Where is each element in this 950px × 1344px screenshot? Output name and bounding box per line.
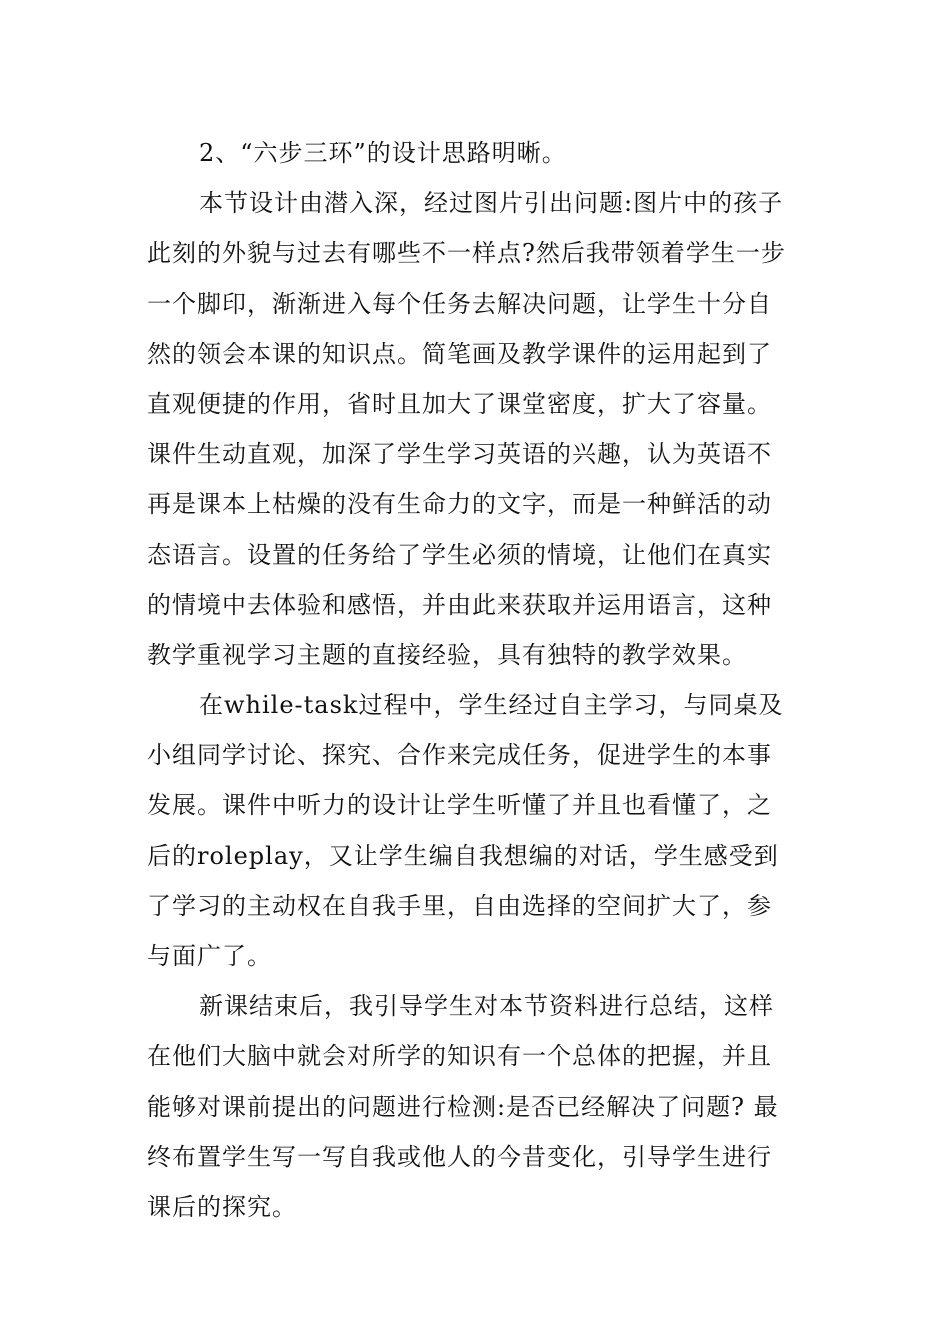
paragraph-line: 一个脚印，渐渐进入每个任务去解决问题，让学生十分自	[147, 289, 772, 318]
paragraph-line: 在他们大脑中就会对所学的知识有一个总体的把握，并且	[147, 1042, 772, 1071]
paragraph-line: 终布置学生写一写自我或他人的今昔变化，引导学生进行	[147, 1142, 772, 1171]
paragraph-line: 态语言。设置的任务给了学生必须的情境，让他们在真实	[147, 540, 772, 569]
body-text	[147, 128, 807, 1232]
paragraph-line: 此刻的外貌与过去有哪些不一样点?然后我带领着学生一步	[147, 239, 786, 268]
paragraph-line: 后的roleplay，又让学生编自我想编的对话，学生感受到	[147, 841, 779, 870]
paragraph-line: 教学重视学习主题的直接经验，具有独特的教学效果。	[147, 640, 747, 669]
paragraph-line: 课件生动直观，加深了学生学习英语的兴趣，认为英语不	[147, 440, 772, 469]
paragraph-line: 发展。课件中听力的设计让学生听懂了并且也看懂了，之	[147, 791, 772, 820]
paragraph-line: 新课结束后，我引导学生对本节资料进行总结，这样	[199, 992, 774, 1021]
paragraph-line: 然的领会本课的知识点。简笔画及教学课件的运用起到了	[147, 339, 772, 368]
paragraph-line: 的情境中去体验和感悟，并由此来获取并运用语言，这种	[147, 590, 772, 619]
paragraph-line: 了学习的主动权在自我手里，自由选择的空间扩大了，参	[147, 891, 772, 920]
paragraph-line: 再是课本上枯燥的没有生命力的文字，而是一种鲜活的动	[147, 490, 772, 519]
paragraph-line: 能够对课前提出的问题进行检测:是否已经解决了问题? 最	[147, 1092, 779, 1121]
paragraph-line: 本节设计由潜入深，经过图片引出问题:图片中的孩子	[199, 189, 784, 218]
paragraph-line: 与面广了。	[147, 942, 272, 970]
paragraph-line: 课后的探究。	[147, 1192, 297, 1221]
paragraph-line: 直观便捷的作用，省时且加大了课堂密度，扩大了容量。	[147, 389, 772, 418]
paragraph-line: 在while-task过程中，学生经过自主学习，与同桌及	[199, 691, 784, 720]
paragraph-line: 小组同学讨论、探究、合作来完成任务，促进学生的本事	[147, 741, 772, 770]
section-heading: 2、“六步三环”的设计思路明晰。	[199, 139, 567, 167]
